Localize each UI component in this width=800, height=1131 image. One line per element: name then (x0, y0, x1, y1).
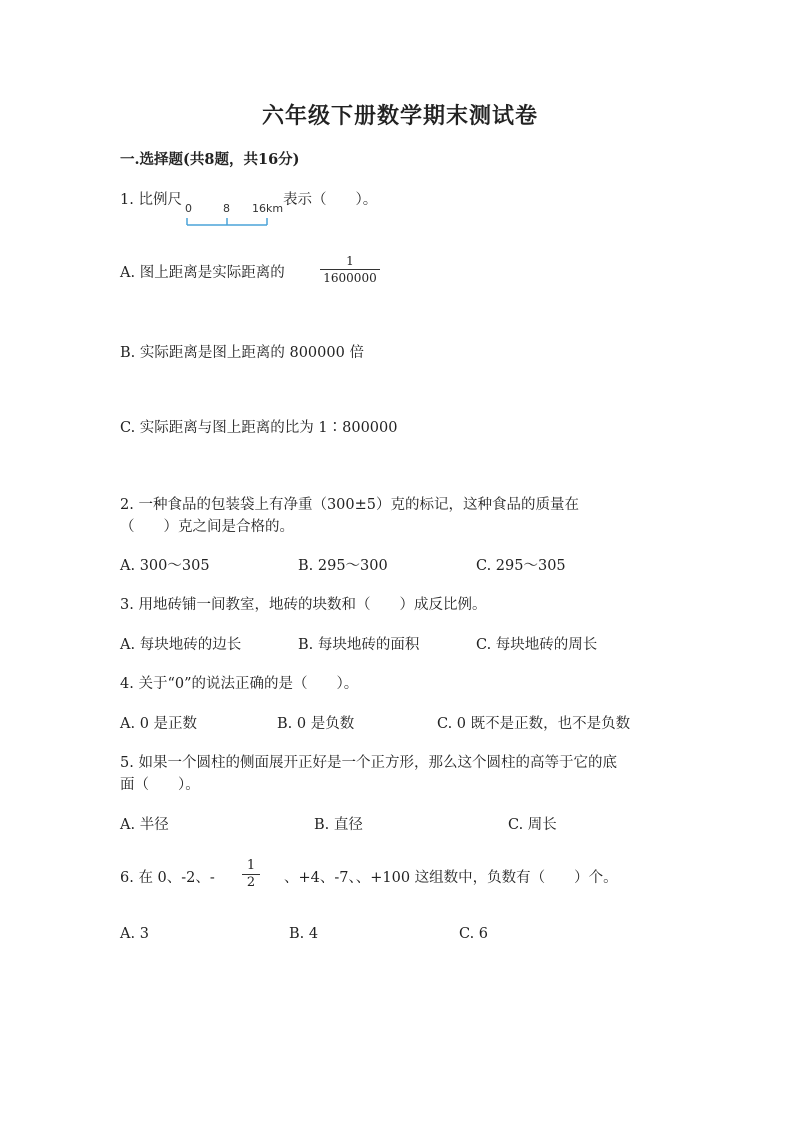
scale-bar-line (186, 215, 268, 227)
q5-option-c: C. 周长 (508, 817, 557, 833)
q3-option-b: B. 每块地砖的面积 (298, 637, 420, 653)
q5-option-a: A. 半径 (120, 817, 169, 833)
q4-option-c: C. 0 既不是正数，也不是负数 (437, 716, 631, 732)
q4-option-a: A. 0 是正数 (120, 716, 198, 732)
fraction-denominator: 1600000 (323, 271, 377, 285)
question-2-line-1: 2. 一种食品的包装袋上有净重（300±5）克的标记，这种食品的质量在 (120, 497, 579, 513)
question-5-line-1: 5. 如果一个圆柱的侧面展开正好是一个正方形，那么这个圆柱的高等于它的底 (120, 755, 617, 771)
question-5-line-2: 面（ ）。 (120, 777, 200, 793)
q2-option-a: A. 300～305 (120, 558, 210, 574)
q6-option-b: B. 4 (289, 926, 319, 942)
section-heading: 一.选择题(共8题，共16分) (120, 151, 300, 168)
q4-option-b: B. 0 是负数 (277, 716, 355, 732)
q1-option-a-fraction (320, 254, 380, 285)
q6-option-a: A. 3 (120, 926, 149, 942)
fraction-numerator: 1 (246, 858, 256, 873)
q1-option-b: B. 实际距离是图上距离的 800000 倍 (120, 345, 364, 361)
q5-option-b: B. 直径 (314, 817, 363, 833)
q1-option-a-text: A. 图上距离是实际距离的 (120, 265, 285, 281)
question-2-line-2: （ ）克之间是合格的。 (120, 519, 294, 535)
question-6-fraction (242, 859, 260, 890)
fraction-denominator: 2 (246, 875, 256, 890)
question-6-suffix: 、+4、-7、、+100 这组数中，负数有（ ）个。 (284, 870, 618, 886)
fraction-bar (320, 269, 380, 270)
scale-label-16km: 16km (252, 202, 284, 215)
question-1-prefix: 1. 比例尺 (120, 192, 182, 208)
question-4-text: 4. 关于“0”的说法正确的是（ ）。 (120, 676, 359, 692)
question-6-prefix: 6. 在 0、-2、- (120, 870, 215, 886)
q3-option-c: C. 每块地砖的周长 (476, 637, 598, 653)
fraction-numerator: 1 (346, 254, 354, 268)
q6-option-c: C. 6 (459, 926, 489, 942)
q2-option-b: B. 295～300 (298, 558, 388, 574)
scale-label-8: 8 (223, 202, 230, 215)
q2-option-c: C. 295～305 (476, 558, 566, 574)
q1-option-c: C. 实际距离与图上距离的比为 1∶800000 (120, 420, 398, 436)
scale-label-0: 0 (185, 202, 192, 215)
q3-option-a: A. 每块地砖的边长 (120, 637, 242, 653)
question-1-suffix: 表示（ ）。 (283, 192, 378, 208)
page-title: 六年级下册数学期末测试卷 (261, 103, 538, 129)
question-3-text: 3. 用地砖铺一间教室，地砖的块数和（ ）成反比例。 (120, 597, 487, 613)
